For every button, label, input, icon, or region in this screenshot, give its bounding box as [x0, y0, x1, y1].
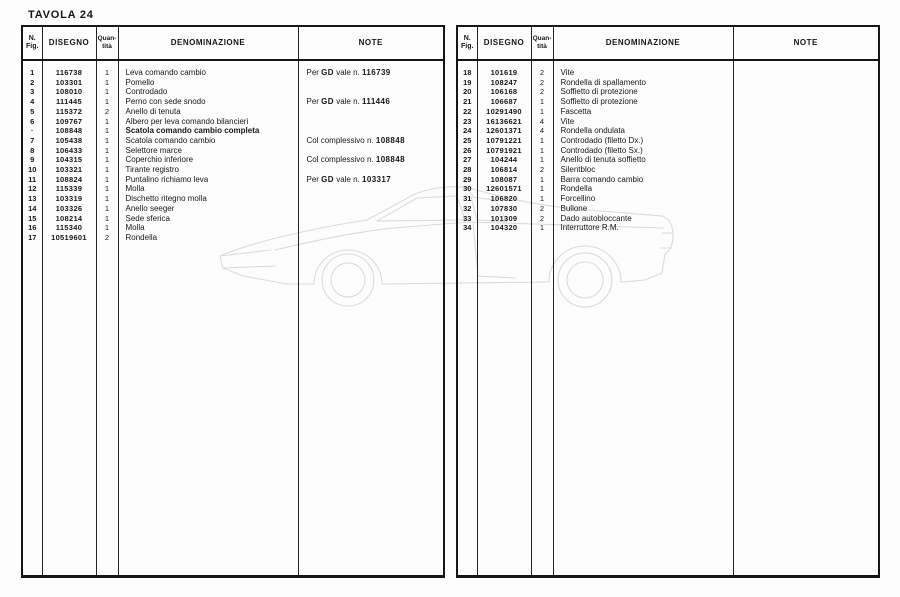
cell-fig: 10 [22, 165, 42, 175]
table-row [22, 155, 444, 165]
cell-fig: 34 [457, 223, 477, 233]
table-row [457, 214, 879, 224]
cell-note [733, 155, 879, 165]
filler-row-cell [42, 243, 96, 577]
cell-qty: 1 [531, 107, 553, 117]
cell-qty: 1 [96, 87, 118, 97]
cell-dis: 103326 [42, 204, 96, 214]
cell-denominazione: Forcellino [553, 194, 733, 204]
table-row [22, 165, 444, 175]
cell-note [733, 204, 879, 214]
cell-note [298, 136, 444, 146]
column-header-disegno: DISEGNO [42, 26, 96, 60]
cell-denominazione: Anello di tenuta soffietto [553, 155, 733, 165]
cell-note [733, 165, 879, 175]
cell-qty: 1 [531, 146, 553, 156]
cell-note [298, 223, 444, 233]
spacer-row-cell [22, 60, 42, 68]
cell-denominazione: Coperchio inferiore [118, 155, 298, 165]
table-row [457, 155, 879, 165]
cell-dis: 106820 [477, 194, 531, 204]
cell-fig: 1 [22, 68, 42, 78]
cell-dis: 116738 [42, 68, 96, 78]
filler-row [22, 243, 444, 577]
cell-dis: 101619 [477, 68, 531, 78]
cell-qty: 1 [96, 165, 118, 175]
table-body-left [22, 60, 444, 577]
cell-dis: 103319 [42, 194, 96, 204]
cell-denominazione: Selettore marce [118, 146, 298, 156]
table-row [22, 184, 444, 194]
filler-row-cell [553, 233, 733, 577]
cell-note [733, 107, 879, 117]
cell-denominazione: Puntalino richiamo leva [118, 175, 298, 185]
cell-fig: 26 [457, 146, 477, 156]
cell-dis: 104320 [477, 223, 531, 233]
cell-note [298, 155, 444, 165]
cell-fig: 2 [22, 78, 42, 88]
table-row [22, 214, 444, 224]
cell-dis: 10791921 [477, 146, 531, 156]
cell-fig: 25 [457, 136, 477, 146]
cell-qty: 4 [531, 126, 553, 136]
table-row [22, 97, 444, 107]
cell-note [298, 204, 444, 214]
cell-note [733, 223, 879, 233]
table-row [22, 204, 444, 214]
note-segment: 116739 [362, 68, 391, 77]
cell-qty: 4 [531, 117, 553, 127]
cell-qty: 1 [96, 146, 118, 156]
table-row [22, 107, 444, 117]
cell-qty: 2 [531, 68, 553, 78]
column-header-fig [457, 26, 477, 60]
cell-denominazione: Dado autobloccante [553, 214, 733, 224]
cell-note [298, 146, 444, 156]
cell-dis: 108247 [477, 78, 531, 88]
table-row [22, 87, 444, 97]
cell-denominazione: Dischetto ritegno molla [118, 194, 298, 204]
cell-fig: 28 [457, 165, 477, 175]
table-row [457, 165, 879, 175]
cell-qty: 1 [531, 155, 553, 165]
cell-note [733, 194, 879, 204]
filler-row-cell [733, 233, 879, 577]
note-segment: Per [306, 174, 322, 184]
table-row [457, 184, 879, 194]
cell-fig: 27 [457, 155, 477, 165]
spacer-row-cell [733, 60, 879, 68]
cell-dis: 105438 [42, 136, 96, 146]
cell-qty: 1 [96, 175, 118, 185]
cell-fig: 14 [22, 204, 42, 214]
cell-denominazione: Vite [553, 68, 733, 78]
cell-dis: 12601371 [477, 126, 531, 136]
cell-qty: 2 [531, 214, 553, 224]
cell-dis: 106168 [477, 87, 531, 97]
cell-qty: 2 [531, 87, 553, 97]
cell-note [733, 136, 879, 146]
cell-denominazione: Rondella ondulata [553, 126, 733, 136]
cell-qty: 1 [96, 136, 118, 146]
cell-note [298, 126, 444, 136]
column-header-fig-line1: N. [463, 34, 471, 42]
cell-note [298, 68, 444, 78]
cell-dis: 106814 [477, 165, 531, 175]
note-segment: GD [321, 97, 334, 107]
cell-note [733, 97, 879, 107]
cell-note [298, 117, 444, 127]
note-segment: GD [321, 174, 334, 184]
cell-note [733, 214, 879, 224]
cell-dis: 108010 [42, 87, 96, 97]
cell-fig: 8 [22, 146, 42, 156]
cell-denominazione: Scatola comando cambio completa [118, 126, 298, 136]
table-row [22, 194, 444, 204]
cell-fig: 21 [457, 97, 477, 107]
spacer-row-cell [477, 60, 531, 68]
cell-qty: 1 [96, 194, 118, 204]
column-header-denominazione: DENOMINAZIONE [553, 26, 733, 60]
table-row [22, 175, 444, 185]
parts-table-left [21, 25, 445, 578]
cell-qty: 2 [531, 165, 553, 175]
column-header-fig-line2: Fig. [26, 43, 39, 50]
table-header [457, 26, 879, 60]
column-header-denominazione: DENOMINAZIONE [118, 26, 298, 60]
cell-denominazione: Pomello [118, 78, 298, 88]
cell-fig: 4 [22, 97, 42, 107]
cell-denominazione: Soffietto di protezione [553, 87, 733, 97]
cell-denominazione: Vite [553, 117, 733, 127]
cell-qty: 1 [531, 194, 553, 204]
filler-row-cell [22, 243, 42, 577]
cell-denominazione: Albero per leva comando bilancieri [118, 117, 298, 127]
column-header-note: NOTE [298, 26, 444, 60]
cell-dis: 108824 [42, 175, 96, 185]
cell-note [733, 146, 879, 156]
table-row [457, 87, 879, 97]
cell-fig: 6 [22, 117, 42, 127]
cell-note [733, 184, 879, 194]
column-header-quantita [531, 26, 553, 60]
cell-dis: 16136621 [477, 117, 531, 127]
filler-row-cell [118, 243, 298, 577]
table-body-right [457, 60, 879, 577]
table-row [457, 68, 879, 78]
column-header-qty-line1: Quan- [97, 35, 117, 43]
filler-row-cell [96, 243, 118, 577]
cell-qty: 1 [96, 117, 118, 127]
column-header-qty-line1: Quan- [532, 35, 552, 43]
spacer-row [457, 60, 879, 68]
note-segment: GD [321, 68, 334, 77]
table-row [457, 136, 879, 146]
cell-dis: 108087 [477, 175, 531, 185]
note-segment: Col complessivo n. [306, 155, 376, 165]
table-row [457, 175, 879, 185]
table-row [22, 233, 444, 243]
column-header-note: NOTE [733, 26, 879, 60]
cell-denominazione: Molla [118, 223, 298, 233]
cell-note [733, 68, 879, 78]
table-header [22, 26, 444, 60]
cell-qty: 1 [96, 68, 118, 78]
cell-qty: 1 [96, 204, 118, 214]
cell-fig: 11 [22, 175, 42, 185]
cell-qty: 1 [96, 223, 118, 233]
table-row [457, 117, 879, 127]
cell-qty: 1 [96, 155, 118, 165]
cell-denominazione: Interruttore R.M. [553, 223, 733, 233]
cell-denominazione: Controdado [118, 87, 298, 97]
cell-dis: 10519601 [42, 233, 96, 243]
cell-denominazione: Sede sferica [118, 214, 298, 224]
cell-dis: 103321 [42, 165, 96, 175]
cell-dis: 104244 [477, 155, 531, 165]
cell-fig: 23 [457, 117, 477, 127]
note-segment: vale n. [333, 68, 362, 77]
note-segment: Per [306, 97, 322, 107]
cell-note [298, 175, 444, 185]
cell-note [298, 233, 444, 243]
spacer-row-cell [457, 60, 477, 68]
cell-fig: 32 [457, 204, 477, 214]
cell-denominazione: Rondella di spallamento [553, 78, 733, 88]
note-segment: Col complessivo n. [306, 135, 376, 145]
table-row [457, 97, 879, 107]
cell-fig: 19 [457, 78, 477, 88]
cell-fig: 12 [22, 184, 42, 194]
cell-fig: 29 [457, 175, 477, 185]
cell-qty: 1 [531, 184, 553, 194]
cell-dis: 101309 [477, 214, 531, 224]
cell-dis: 109767 [42, 117, 96, 127]
cell-denominazione: Soffietto di protezione [553, 97, 733, 107]
cell-fig: 33 [457, 214, 477, 224]
column-header-qty-line2: tità [537, 43, 547, 50]
cell-fig: 22 [457, 107, 477, 117]
cell-note [733, 78, 879, 88]
table-row [457, 107, 879, 117]
cell-qty: 1 [96, 214, 118, 224]
cell-note [298, 97, 444, 107]
filler-row-cell [477, 233, 531, 577]
cell-qty: 1 [96, 126, 118, 136]
cell-qty: 2 [96, 107, 118, 117]
cell-note [733, 117, 879, 127]
cell-denominazione: Anello seeger [118, 204, 298, 214]
column-header-fig-line2: Fig. [461, 43, 474, 50]
spacer-row-cell [531, 60, 553, 68]
cell-dis: 115339 [42, 184, 96, 194]
cell-fig: 31 [457, 194, 477, 204]
table-row [457, 223, 879, 233]
note-segment: 108848 [375, 135, 405, 145]
spacer-row-cell [118, 60, 298, 68]
note-segment: 103317 [362, 174, 392, 184]
spacer-row-cell [298, 60, 444, 68]
table-row [22, 117, 444, 127]
cell-dis: 107830 [477, 204, 531, 214]
cell-fig: 7 [22, 136, 42, 146]
note-segment: 108848 [375, 155, 405, 165]
cell-dis: 115340 [42, 223, 96, 233]
cell-note [298, 107, 444, 117]
cell-denominazione: Silentbloc [553, 165, 733, 175]
table-row [457, 194, 879, 204]
column-header-fig [22, 26, 42, 60]
table-row [457, 78, 879, 88]
cell-denominazione: Bullone [553, 204, 733, 214]
cell-fig: 5 [22, 107, 42, 117]
cell-dis: 108214 [42, 214, 96, 224]
cell-denominazione: Fascetta [553, 107, 733, 117]
column-header-qty-line2: tità [102, 43, 112, 50]
table-row [22, 223, 444, 233]
cell-qty: 1 [96, 97, 118, 107]
cell-dis: 103301 [42, 78, 96, 88]
cell-fig: 3 [22, 87, 42, 97]
table-row [22, 146, 444, 156]
page-title: TAVOLA 24 [28, 9, 94, 21]
filler-row-cell [298, 243, 444, 577]
cell-note [733, 175, 879, 185]
note-segment: 111446 [362, 97, 391, 107]
cell-qty: 1 [531, 136, 553, 146]
cell-qty: 1 [531, 97, 553, 107]
note-segment: vale n. [333, 174, 362, 184]
cell-fig: 20 [457, 87, 477, 97]
cell-note [298, 194, 444, 204]
cell-denominazione: Rondella [118, 233, 298, 243]
cell-denominazione: Anello di tenuta [118, 107, 298, 117]
note-segment: vale n. [333, 97, 362, 107]
filler-row-cell [531, 233, 553, 577]
spacer-row [22, 60, 444, 68]
cell-dis: 10791221 [477, 136, 531, 146]
table-row [22, 68, 444, 78]
table-row [457, 126, 879, 136]
cell-fig: 17 [22, 233, 42, 243]
cell-note [298, 78, 444, 88]
cell-denominazione: Barra comando cambio [553, 175, 733, 185]
cell-fig: 16 [22, 223, 42, 233]
filler-row-cell [457, 233, 477, 577]
cell-note [298, 87, 444, 97]
cell-fig: 15 [22, 214, 42, 224]
cell-fig: 9 [22, 155, 42, 165]
cell-fig: 24 [457, 126, 477, 136]
cell-note [733, 126, 879, 136]
cell-qty: 1 [96, 78, 118, 88]
cell-denominazione: Controdado (filetto Sx.) [553, 146, 733, 156]
cell-note [298, 214, 444, 224]
table-row [457, 204, 879, 214]
cell-qty: 2 [96, 233, 118, 243]
cell-denominazione: Controdado (filetto Dx.) [553, 136, 733, 146]
table-row [22, 136, 444, 146]
parts-table-right [456, 25, 880, 578]
table-row [457, 146, 879, 156]
cell-dis: 104315 [42, 155, 96, 165]
spacer-row-cell [553, 60, 733, 68]
cell-dis: 111445 [42, 97, 96, 107]
cell-dis: 10291490 [477, 107, 531, 117]
cell-note [298, 184, 444, 194]
cell-qty: 2 [531, 78, 553, 88]
cell-qty: 2 [531, 204, 553, 214]
cell-denominazione: Rondella [553, 184, 733, 194]
cell-fig: 18 [457, 68, 477, 78]
cell-dis: 106433 [42, 146, 96, 156]
column-header-disegno: DISEGNO [477, 26, 531, 60]
spacer-row-cell [42, 60, 96, 68]
note-segment: Per [306, 68, 322, 77]
cell-note [298, 165, 444, 175]
column-header-quantita [96, 26, 118, 60]
cell-denominazione: Leva comando cambio [118, 68, 298, 78]
table-row [22, 78, 444, 88]
cell-denominazione: Perno con sede snodo [118, 97, 298, 107]
cell-qty: 1 [531, 223, 553, 233]
cell-denominazione: Scatola comando cambio [118, 136, 298, 146]
cell-dis: 106687 [477, 97, 531, 107]
cell-denominazione: Molla [118, 184, 298, 194]
cell-note [733, 87, 879, 97]
filler-row [457, 233, 879, 577]
cell-fig: 30 [457, 184, 477, 194]
cell-dis: 108848 [42, 126, 96, 136]
cell-dis: 115372 [42, 107, 96, 117]
cell-qty: 1 [96, 184, 118, 194]
spacer-row-cell [96, 60, 118, 68]
cell-denominazione: Tirante registro [118, 165, 298, 175]
cell-fig: · [22, 126, 42, 136]
cell-dis: 12601571 [477, 184, 531, 194]
table-row [22, 126, 444, 136]
cell-qty: 1 [531, 175, 553, 185]
column-header-fig-line1: N. [28, 34, 36, 42]
cell-fig: 13 [22, 194, 42, 204]
